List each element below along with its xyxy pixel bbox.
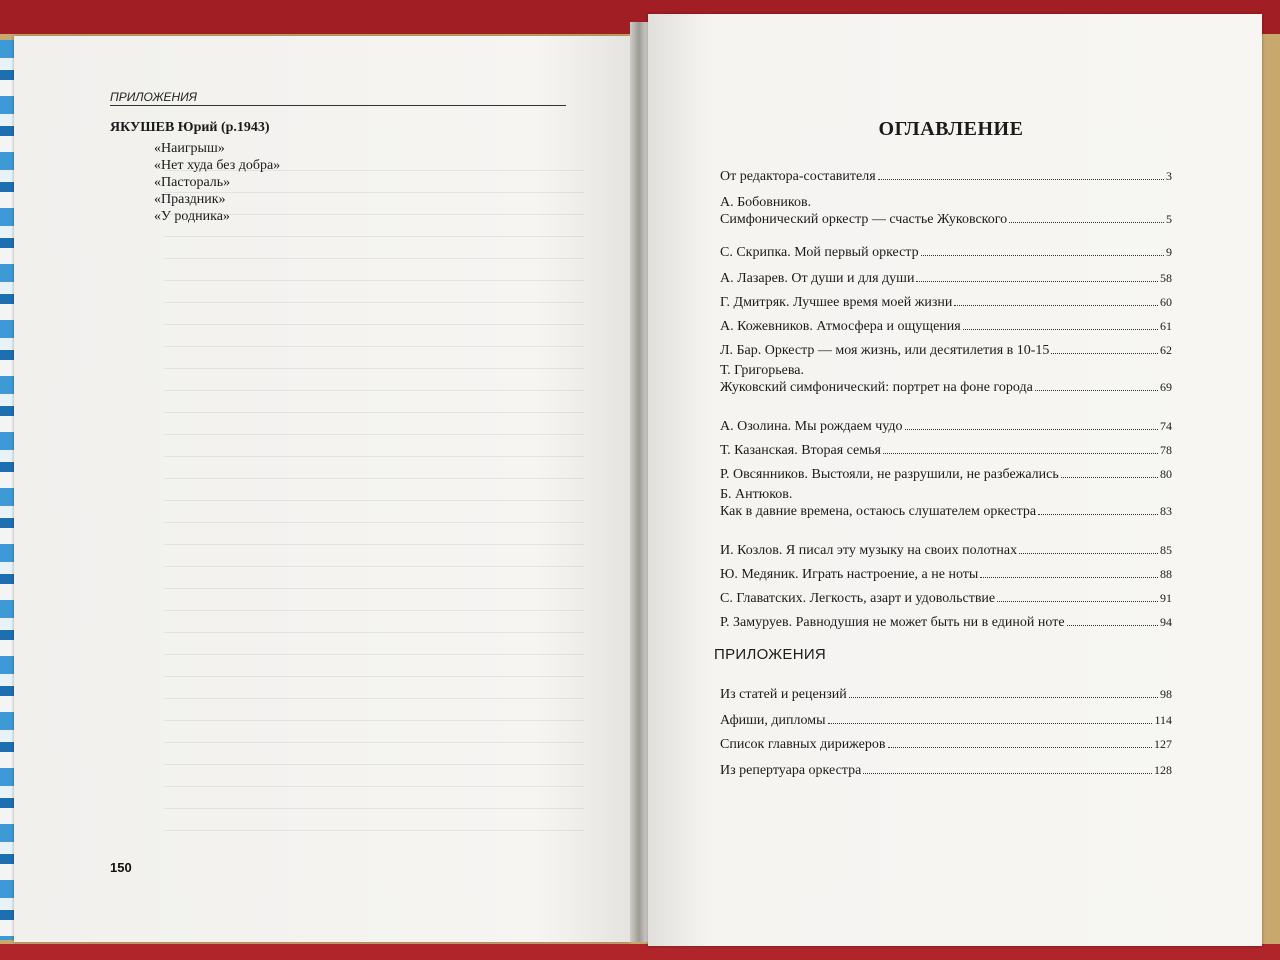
toc-entry-line xyxy=(720,418,1172,435)
toc-entry-title: И. Козлов. Я писал эту музыку на своих полотнах xyxy=(720,543,1018,558)
show-through-text xyxy=(164,156,584,846)
toc-entry-title: Р. Овсянников. Выстояли, не разрушили, не разбежались xyxy=(720,467,1059,482)
toc-entry-author: Т. Григорьева. xyxy=(720,363,804,378)
toc-entry-page: 74 xyxy=(1160,419,1172,433)
toc-entry-line xyxy=(720,379,1172,396)
toc-entry-title: Из репертуара оркестра xyxy=(720,763,862,778)
toc-entry-line xyxy=(720,614,1172,631)
toc-entry-title: С. Скрипка. Мой первый оркестр xyxy=(720,245,919,260)
toc-entry-title: Как в давние времена, остаюсь слушателем оркестра xyxy=(720,504,1037,519)
toc-entry-line xyxy=(720,736,1172,753)
dot-leader xyxy=(863,773,1152,774)
toc-entry-page: 60 xyxy=(1160,295,1172,309)
dot-leader xyxy=(1051,353,1158,354)
dot-leader xyxy=(1067,625,1158,626)
toc-entry-page: 98 xyxy=(1160,687,1172,701)
toc-entry xyxy=(720,542,1172,559)
toc-entry-line xyxy=(720,342,1172,359)
toc-entry-page: 128 xyxy=(1154,763,1172,777)
toc-entry xyxy=(720,194,1172,228)
dot-leader xyxy=(1035,390,1158,391)
toc-entry-line xyxy=(720,686,1172,703)
toc-entry-title: Ю. Медяник. Играть настроение, а не ноты xyxy=(720,567,979,582)
toc-entry xyxy=(720,244,1172,261)
dot-leader xyxy=(849,697,1158,698)
toc-entry-line xyxy=(720,318,1172,335)
right-page xyxy=(648,14,1262,946)
left-page xyxy=(14,36,630,942)
toc-entry-line xyxy=(720,442,1172,459)
dot-leader xyxy=(916,281,1158,282)
dot-leader xyxy=(997,601,1158,602)
toc-entry-title: А. Озолина. Мы рождаем чудо xyxy=(720,419,903,434)
work-item: «Наигрыш» xyxy=(154,141,225,156)
dot-leader xyxy=(905,429,1158,430)
toc-entry xyxy=(720,686,1172,703)
toc-entry-page: 3 xyxy=(1166,169,1172,183)
toc-entry-page: 83 xyxy=(1160,504,1172,518)
toc-entry-title: Т. Казанская. Вторая семья xyxy=(720,443,881,458)
toc-entry xyxy=(720,294,1172,311)
work-item: «Праздник» xyxy=(154,192,226,207)
toc-entry-title: Симфонический оркестр — счастье Жуковского xyxy=(720,212,1008,227)
toc-entry xyxy=(720,590,1172,607)
toc-entry-page: 78 xyxy=(1160,443,1172,457)
dot-leader xyxy=(878,179,1164,180)
dot-leader xyxy=(883,453,1158,454)
toc-entry-line xyxy=(720,168,1172,185)
toc-entry-page: 9 xyxy=(1166,245,1172,259)
dot-leader xyxy=(1019,553,1158,554)
toc-entry-line xyxy=(720,211,1172,228)
appendix-heading: ПРИЛОЖЕНИЯ xyxy=(714,646,827,663)
running-head: ПРИЛОЖЕНИЯ xyxy=(110,90,566,106)
toc-entry-page: 88 xyxy=(1160,567,1172,581)
background-red-cloth-bottom xyxy=(0,944,1280,960)
toc-entry xyxy=(720,566,1172,583)
toc-entry xyxy=(720,736,1172,753)
toc-entry-line xyxy=(720,244,1172,261)
toc-entry-title: А. Кожевников. Атмосфера и ощущения xyxy=(720,319,961,334)
toc-entry-author: А. Бобовников. xyxy=(720,195,812,210)
toc-entry-title: Афиши, дипломы xyxy=(720,713,826,728)
toc-entry-line xyxy=(720,294,1172,311)
toc-entry-line xyxy=(720,270,1172,287)
toc-entry-page: 114 xyxy=(1154,713,1172,727)
toc-entry-page: 127 xyxy=(1154,737,1172,751)
toc-entry-page: 62 xyxy=(1160,343,1172,357)
toc-entry xyxy=(720,318,1172,335)
toc-entry-line xyxy=(720,542,1172,559)
toc-entry-title: Г. Дмитряк. Лучшее время моей жизни xyxy=(720,295,953,310)
toc-entry-title: С. Главатских. Легкость, азарт и удовольствие xyxy=(720,591,996,606)
toc-entry-title: От редактора-составителя xyxy=(720,169,876,184)
toc-entry-page: 94 xyxy=(1160,615,1172,629)
composer-name: ЯКУШЕВ Юрий (р.1943) xyxy=(110,120,270,135)
dot-leader xyxy=(980,577,1158,578)
toc-entry xyxy=(720,614,1172,631)
toc-entry-title: Список главных дирижеров xyxy=(720,737,886,752)
toc-entry-title: Из статей и рецензий xyxy=(720,687,847,702)
toc-entry-page: 61 xyxy=(1160,319,1172,333)
toc-title: ОГЛАВЛЕНИЕ xyxy=(878,118,1024,140)
works-list xyxy=(154,140,280,225)
toc-entry-page: 91 xyxy=(1160,591,1172,605)
dot-leader xyxy=(921,255,1164,256)
toc-entry-page: 5 xyxy=(1166,212,1172,226)
toc-entry-page: 69 xyxy=(1160,380,1172,394)
dot-leader xyxy=(828,723,1153,724)
toc-entry-line xyxy=(720,762,1172,779)
dot-leader xyxy=(1038,514,1158,515)
book-gutter xyxy=(630,22,648,942)
toc-entry-title: Л. Бар. Оркестр — моя жизнь, или десятилетия в 10-15 xyxy=(720,343,1050,358)
toc-entry xyxy=(720,486,1172,520)
toc-entry-page: 80 xyxy=(1160,467,1172,481)
toc-entry-line xyxy=(720,590,1172,607)
toc-entry-line xyxy=(720,566,1172,583)
toc-entry xyxy=(720,418,1172,435)
toc-entry xyxy=(720,712,1172,729)
toc-entry xyxy=(720,762,1172,779)
toc-entry-page: 58 xyxy=(1160,271,1172,285)
dot-leader xyxy=(1061,477,1158,478)
toc-entry xyxy=(720,168,1172,185)
dot-leader xyxy=(888,747,1153,748)
toc-entry-author: Б. Антюков. xyxy=(720,487,793,502)
page-number: 150 xyxy=(110,860,132,875)
toc-entry xyxy=(720,442,1172,459)
dot-leader xyxy=(954,305,1158,306)
toc-entry-line xyxy=(720,466,1172,483)
dot-leader xyxy=(1009,222,1164,223)
toc-entry-page: 85 xyxy=(1160,543,1172,557)
toc-entry-line xyxy=(720,712,1172,729)
work-item: «Пастораль» xyxy=(154,175,231,190)
book-cover-edge xyxy=(0,40,14,940)
toc-entry xyxy=(720,342,1172,359)
toc-entry-title: Р. Замуруев. Равнодушия не может быть ни в единой ноте xyxy=(720,615,1065,630)
dot-leader xyxy=(963,329,1158,330)
toc-entry xyxy=(720,270,1172,287)
toc-entry xyxy=(720,466,1172,483)
toc-entry-title: Жуковский симфонический: портрет на фоне города xyxy=(720,380,1033,395)
work-item: «У родника» xyxy=(154,209,230,224)
work-item: «Нет худа без добра» xyxy=(154,158,281,173)
toc-entry xyxy=(720,362,1172,396)
toc-entry-line xyxy=(720,503,1172,520)
toc-entry-title: А. Лазарев. От души и для души xyxy=(720,271,915,286)
